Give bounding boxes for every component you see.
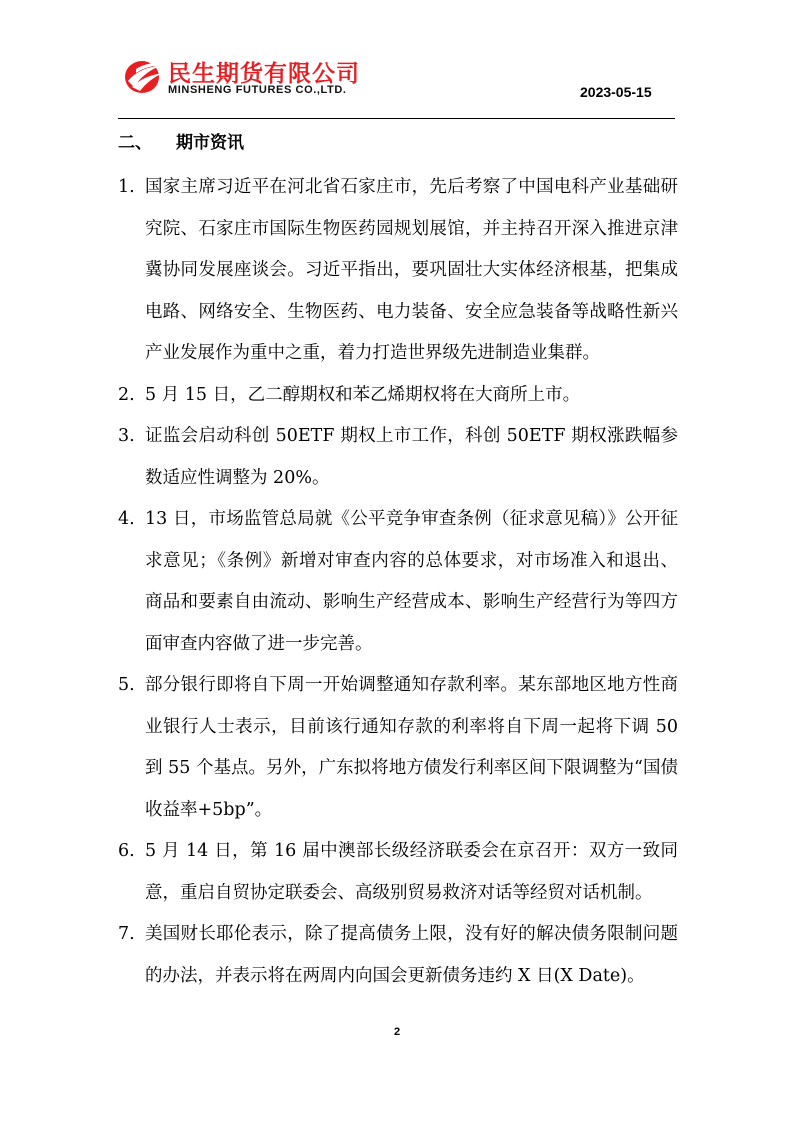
news-item (118, 499, 678, 665)
news-item (118, 831, 678, 914)
news-item (118, 665, 678, 831)
logo-chinese-name: 民生期货有限公司 (168, 61, 360, 87)
news-item-text: 13 日，市场监管总局就《公平竞争审查条例（征求意见稿）》公开征求意见；《条例》新增对审查内容的总体要求，对市场准入和退出、商品和要素自由流动、影响生产经营成本、影响生产经营行为等四方面审查内容做了进一步完善。 (145, 509, 678, 654)
news-item-text: 部分银行即将自下周一开始调整通知存款利率。某东部地区地方性商业银行人士表示，目前该行通知存款的利率将自下周一起将下调 50 到 55 个基点。另外，广东拟将地方债发行利率区间下限调整为“国债收益率+5bp”。 (145, 675, 678, 820)
news-item (118, 914, 678, 997)
news-item-number: 1. (118, 177, 135, 197)
news-item-text: 国家主席习近平在河北省石家庄市，先后考察了中国电科产业基础研究院、石家庄市国际生物医药园规划展馆，并主持召开深入推进京津冀协同发展座谈会。习近平指出，要巩固壮大实体经济根基，把集成电路、网络安全、生物医药、电力装备、安全应急装备等战略性新兴产业发展作为重中之重，着力打造世界级先进制造业集群。 (145, 177, 678, 363)
news-list (118, 167, 678, 997)
news-item-text: 美国财长耶伦表示，除了提高债务上限，没有好的解决债务限制问题的办法，并表示将在两周内向国会更新债务违约 X 日(X Date)。 (145, 924, 678, 986)
news-item-number: 5. (118, 675, 135, 695)
news-item (118, 416, 678, 499)
logo-english-name: MINSHENG FUTURES CO.,LTD. (168, 84, 347, 96)
news-item-number: 4. (118, 509, 135, 529)
section-number: 二、 (118, 133, 152, 153)
minsheng-logo-icon (124, 57, 164, 95)
news-item-number: 2. (118, 384, 135, 405)
news-item (118, 167, 678, 375)
news-item-text: 5 月 15 日，乙二醇期权和苯乙烯期权将在大商所上市。 (145, 384, 581, 405)
news-item-number: 6. (118, 841, 135, 861)
page-number: 2 (393, 1026, 401, 1038)
news-item-text: 5 月 14 日，第 16 届中澳部长级经济联委会在京召开：双方一致同意，重启自贸协定联委会、高级别贸易救济对话等经贸对话机制。 (145, 841, 678, 903)
news-item-number: 3. (118, 426, 135, 446)
report-date: 2023-05-15 (580, 84, 652, 100)
news-item-number: 7. (118, 924, 135, 944)
section-heading (118, 128, 244, 153)
section-title: 期市资讯 (176, 133, 244, 153)
news-item-text: 证监会启动科创 50ETF 期权上市工作，科创 50ETF 期权涨跌幅参数适应性调整为 20%。 (145, 426, 678, 488)
page-header (0, 0, 794, 125)
news-item (118, 375, 678, 417)
header-divider (118, 118, 675, 119)
company-logo (124, 55, 359, 101)
